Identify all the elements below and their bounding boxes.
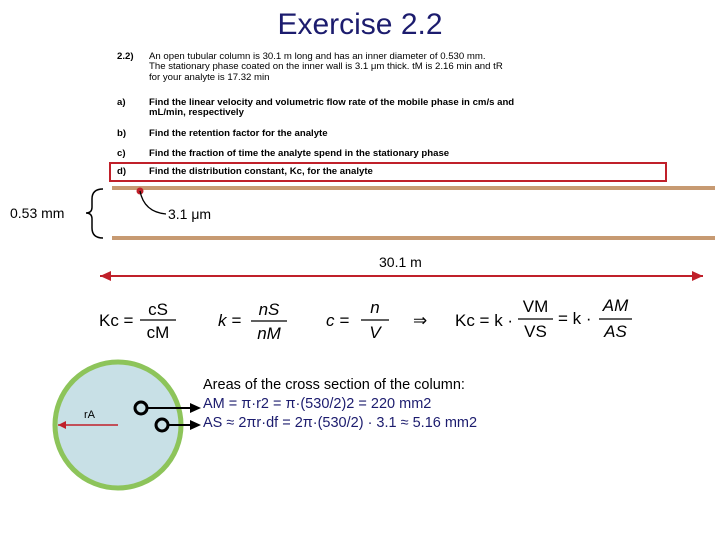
areas-heading: Areas of the cross section of the column: <box>203 377 465 393</box>
VS-denominator: VS <box>524 322 547 341</box>
part-line: mL/min, respectively <box>149 107 244 119</box>
AS-denominator: AS <box>604 322 627 341</box>
nS-numerator: nS <box>258 300 280 319</box>
radius-label: rA <box>84 409 95 421</box>
implies-symbol: ⇒ <box>413 311 428 330</box>
intro-line: The stationary phase coated on the inner wall is 3.1 μm thick. tM is 2.16 min and tR <box>149 61 503 73</box>
length-label: 30.1 m <box>379 254 422 270</box>
nM-denominator: nM <box>257 324 281 343</box>
part-label: c) <box>117 148 126 159</box>
part-line: Find the retention factor for the analyte <box>149 128 328 139</box>
V-denominator: V <box>369 323 381 342</box>
part-label: d) <box>117 166 127 177</box>
cS-numerator: cS <box>148 300 168 319</box>
pointer-arrowhead <box>190 403 201 413</box>
diameter-brace <box>86 189 103 238</box>
part-line: Find the linear velocity and volumetric flow rate of the mobile phase in cm/s and <box>149 97 515 108</box>
stationary-area-formula: AS ≈ 2πr·df = 2π·(530/2) · 3.1 ≈ 5.16 mm2 <box>203 415 478 431</box>
VM-numerator: VM <box>522 297 549 316</box>
length-arrowhead-right <box>692 271 703 281</box>
diameter-label: 0.53 mm <box>10 205 65 221</box>
exercise-number: 2.2) <box>117 51 134 62</box>
k-lhs: k = <box>218 311 242 330</box>
kc-lhs: Kc = <box>99 311 134 330</box>
intro-line: An open tubular column is 30.1 m long and has an inner diameter of 0.530 mm. <box>149 51 486 62</box>
AM-numerator: AM <box>602 296 629 315</box>
kc2-lhs: Kc = k · <box>455 311 514 330</box>
cM-denominator: cM <box>146 323 170 342</box>
part-line: Find the distribution constant, Kc, for the analyte <box>149 166 373 177</box>
c-lhs: c = <box>326 311 350 330</box>
thickness-label: 3.1 μm <box>168 206 212 222</box>
intro-line: for your analyte is 17.32 min <box>149 71 270 83</box>
length-arrowhead-left <box>100 271 111 281</box>
part-label: a) <box>117 97 126 108</box>
thickness-callout-line <box>140 191 166 214</box>
slide-title: Exercise 2.2 <box>277 8 443 41</box>
n-numerator: n <box>370 298 380 317</box>
part-label: b) <box>117 128 127 139</box>
mobile-area-formula: AM = π·r2 = π·(530/2)2 = 220 mm2 <box>203 396 432 412</box>
pointer-arrowhead <box>190 420 201 430</box>
eq-k: = k · <box>558 309 592 328</box>
part-line: Find the fraction of time the analyte spend in the stationary phase <box>149 148 450 159</box>
areas-explanation <box>203 376 477 433</box>
